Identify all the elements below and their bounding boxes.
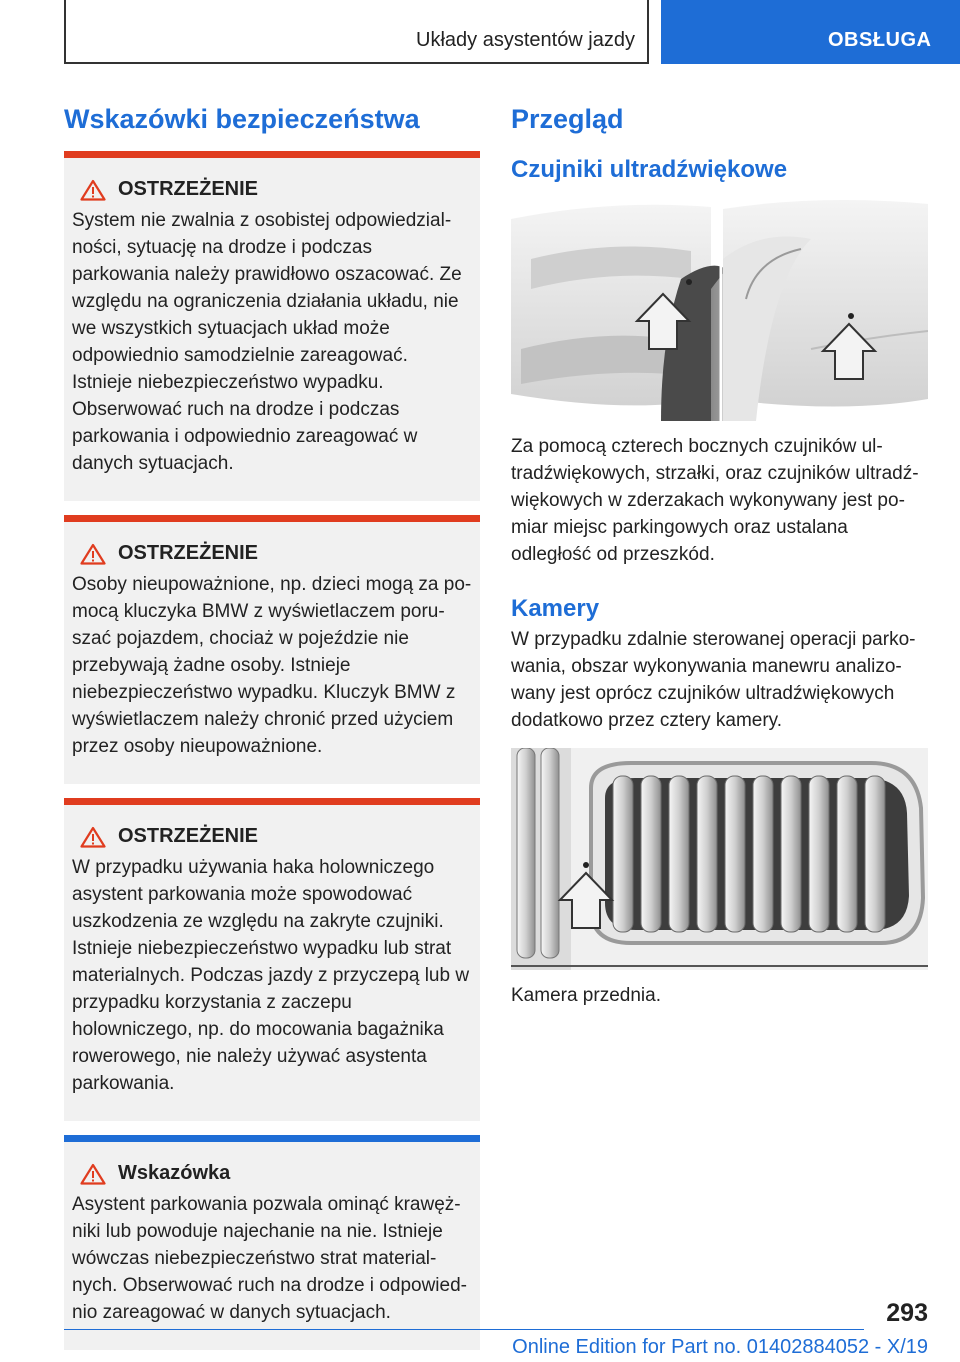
warning-text: System nie zwalnia z osobistej odpowiedzialności, sytuację na drodze i podczas parkowania należy prawidłowo oszacować. Ze względu na ograniczenia działania układu, nie we wszystkich sytuacjach układ może odpowiednio samodzielnie zareagować. Istnieje niebezpieczeństwo wypadku. Obserwować ruch na drodze i podczas parkowania i odpowiednio zareagować w danych sytuacjach. xyxy=(72,210,462,474)
left-column xyxy=(64,102,480,1350)
chapter-tab-label: OBSŁUGA xyxy=(828,29,932,51)
cameras-subheading: Kamery xyxy=(511,595,600,622)
page-number: 293 xyxy=(886,1299,928,1327)
front-camera-image xyxy=(511,748,928,970)
safety-heading: Wskazówki bezpieczeństwa xyxy=(64,104,420,134)
warning-triangle-icon xyxy=(80,543,106,565)
footer-edition: Online Edition for Part no. 01402884052 - X/19 xyxy=(512,1336,928,1358)
right-column xyxy=(511,102,928,1009)
note-text: Asystent parkowania pozwala ominąć krawężniki lub powoduje najechanie na nie. Istnieje wówczas niebezpieczeństwo strat materialnych. Obserwować ruch na drodze i odpowiednio zareagować w danych sytuacjach. xyxy=(72,1194,467,1323)
page-header xyxy=(0,0,960,66)
note-box xyxy=(64,1135,480,1350)
note-label: Wskazówka xyxy=(118,1162,231,1184)
ultrasonic-sensors-image xyxy=(511,199,928,421)
warning-box-3 xyxy=(64,798,480,1121)
warning-label: OSTRZEŻENIE xyxy=(118,178,259,200)
ultrasonic-subheading: Czujniki ultradźwiękowe xyxy=(511,156,788,183)
footer-divider xyxy=(64,1329,864,1330)
cameras-paragraph: W przypadku zdalnie sterowanej operacji parkowania, obszar wykonywania manewru analizowany jest oprócz czujników ultradźwiękowych dodatkowo przez cztery kamery. xyxy=(511,629,916,731)
warning-text: W przypadku używania haka holowniczego asystent parkowania może spowodować uszkodzenia ze względu na zakryte czujniki. Istnieje niebezpieczeństwo wypadku lub strat materialnych. Podczas jazdy z przyczepą lub w przypadku korzystania z zaczepu holowniczego, np. do mocowania bagażnika rowerowego, nie należy używać asystenta parkowania. xyxy=(72,857,470,1094)
ultrasonic-paragraph: Za pomocą czterech bocznych czujników ultradźwiękowych, strzałki, oraz czujników ultradźwiękowych w zderzakach wykonywany jest pomiar miejsc parkingowych oraz ustalana odległość od przeszkód. xyxy=(511,436,919,565)
warning-label: OSTRZEŻENIE xyxy=(118,825,259,847)
warning-box-2 xyxy=(64,515,480,784)
section-title: Układy asystentów jazdy xyxy=(416,29,635,51)
chapter-tab[interactable] xyxy=(661,0,960,64)
overview-heading: Przegląd xyxy=(511,104,624,134)
warning-triangle-icon xyxy=(80,179,106,201)
note-triangle-icon xyxy=(80,1163,106,1185)
section-title-box xyxy=(64,0,649,64)
warning-text: Osoby nieupoważnione, np. dzieci mogą za pomocą kluczyka BMW z wyświetlaczem poruszać pojazdem, chociaż w pojeździe nie przebywają żadne osoby. Istnieje niebezpieczeństwo wypadku. Kluczyk BMW z wyświetlaczem należy chronić przed użyciem przez osoby nieupoważnione. xyxy=(72,574,472,757)
warning-label: OSTRZEŻENIE xyxy=(118,542,259,564)
warning-triangle-icon xyxy=(80,826,106,848)
warning-box-1 xyxy=(64,151,480,501)
camera-caption: Kamera przednia. xyxy=(511,985,661,1006)
